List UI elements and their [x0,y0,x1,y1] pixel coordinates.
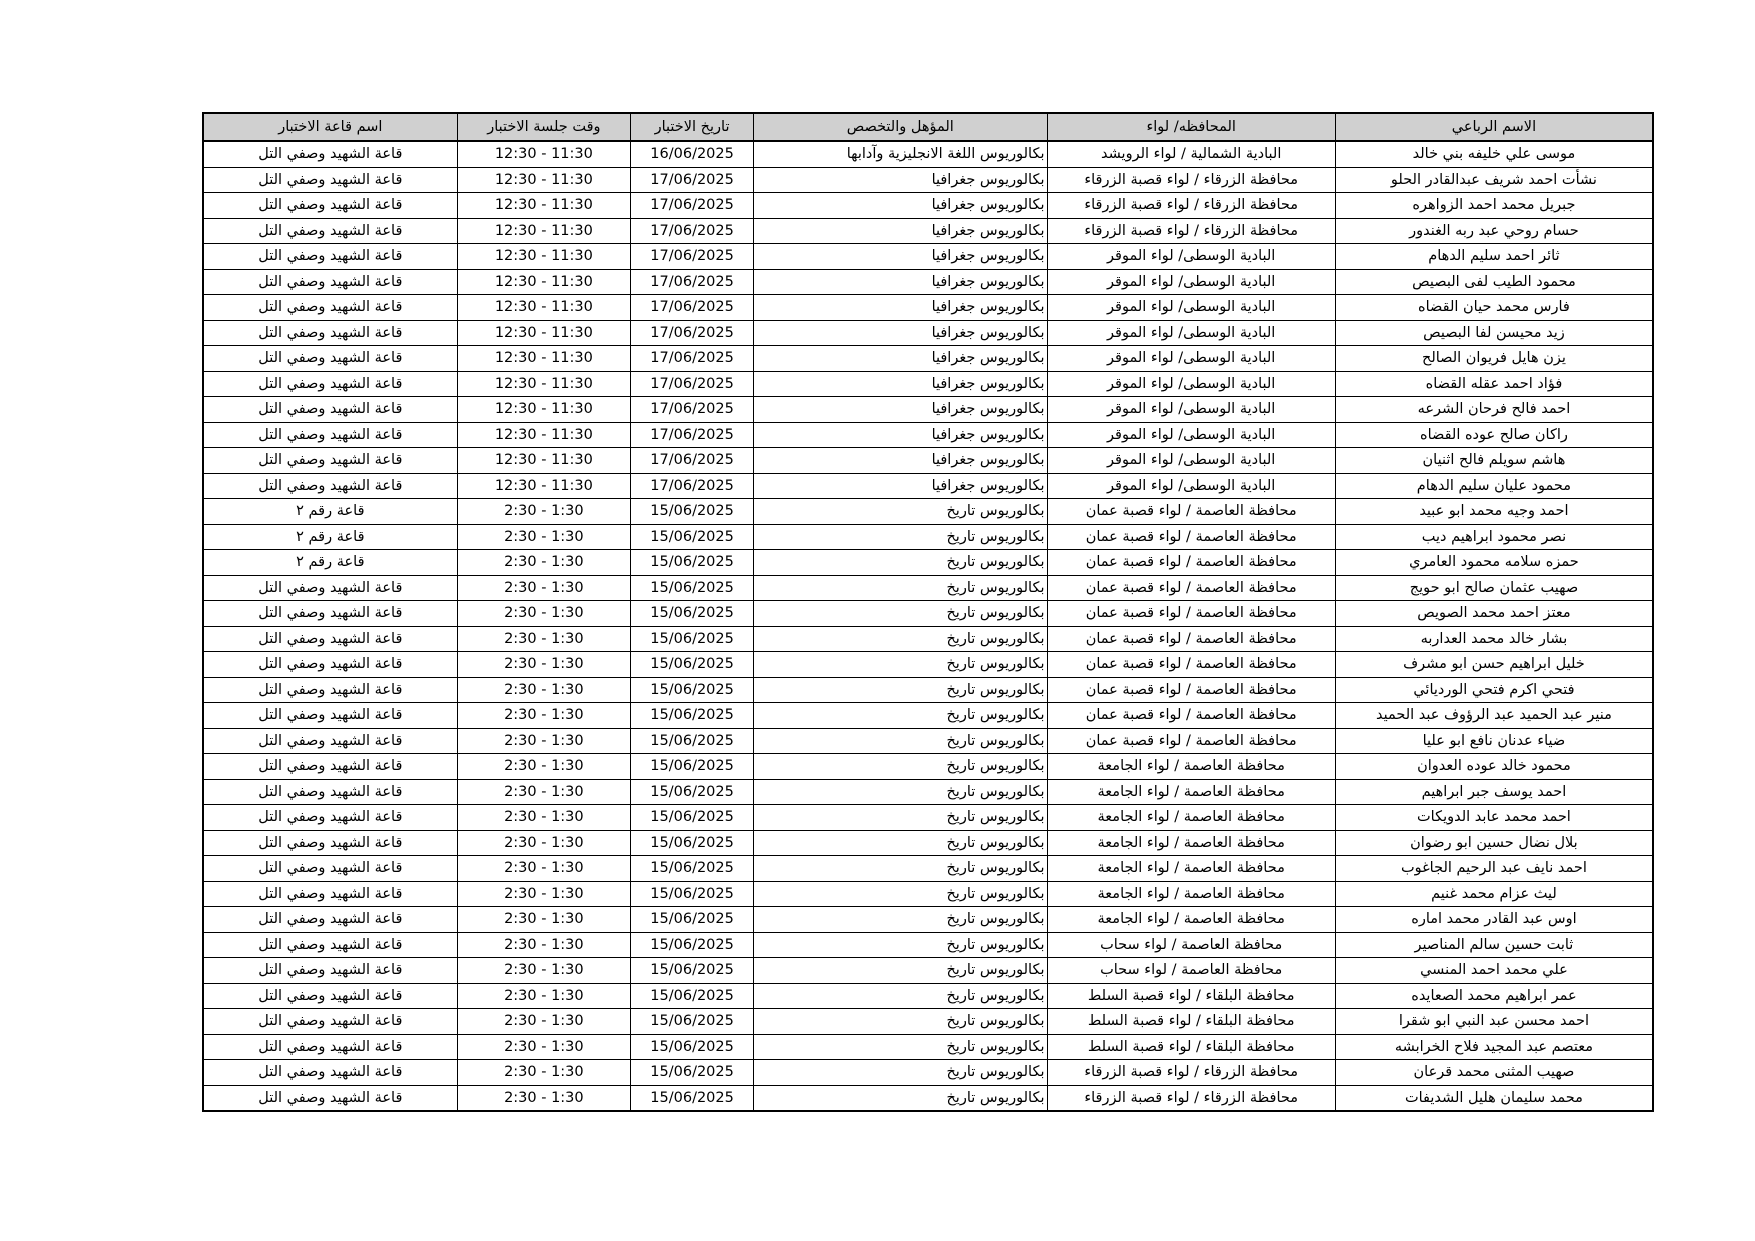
cell-qualification: بكالوريوس تاريخ [754,1034,1047,1060]
cell-full-name: بلال نضال حسين ابو رضوان [1335,830,1653,856]
table-row [203,830,1653,856]
cell-exam-hall: قاعة الشهيد وصفي التل [203,830,457,856]
cell-exam-date: 17/06/2025 [631,397,754,423]
cell-governorate: محافظة العاصمة / لواء قصبة عمان [1047,703,1335,729]
cell-full-name: ليث عزام محمد غنيم [1335,881,1653,907]
table-row [203,932,1653,958]
cell-exam-hall: قاعة الشهيد وصفي التل [203,193,457,219]
cell-full-name: معتصم عبد المجيد فلاح الخرابشه [1335,1034,1653,1060]
cell-governorate: محافظة العاصمة / لواء قصبة عمان [1047,728,1335,754]
cell-exam-time: 2:30 - 1:30 [457,805,630,831]
cell-exam-hall: قاعة الشهيد وصفي التل [203,141,457,167]
cell-exam-time: 12:30 - 11:30 [457,320,630,346]
cell-exam-time: 2:30 - 1:30 [457,601,630,627]
cell-exam-hall: قاعة الشهيد وصفي التل [203,703,457,729]
cell-exam-date: 15/06/2025 [631,575,754,601]
cell-full-name: ثائر احمد سليم الدهام [1335,244,1653,270]
cell-exam-time: 2:30 - 1:30 [457,932,630,958]
cell-governorate: محافظة العاصمة / لواء قصبة عمان [1047,550,1335,576]
cell-exam-hall: قاعة رقم ٢ [203,524,457,550]
cell-exam-date: 15/06/2025 [631,652,754,678]
header-exam-time: وقت جلسة الاختبار [457,113,630,141]
cell-governorate: محافظة العاصمة / لواء قصبة عمان [1047,499,1335,525]
cell-full-name: زيد محيسن لفا البصيص [1335,320,1653,346]
table-row [203,626,1653,652]
cell-exam-hall: قاعة الشهيد وصفي التل [203,932,457,958]
cell-exam-hall: قاعة الشهيد وصفي التل [203,320,457,346]
table-row [203,141,1653,167]
cell-qualification: بكالوريوس تاريخ [754,907,1047,933]
cell-governorate: محافظة العاصمة / لواء سحاب [1047,932,1335,958]
cell-exam-date: 15/06/2025 [631,907,754,933]
cell-full-name: احمد محسن عبد النبي ابو شقرا [1335,1009,1653,1035]
cell-governorate: محافظة العاصمة / لواء سحاب [1047,958,1335,984]
cell-exam-time: 2:30 - 1:30 [457,728,630,754]
cell-exam-date: 17/06/2025 [631,346,754,372]
cell-exam-date: 15/06/2025 [631,958,754,984]
cell-exam-date: 15/06/2025 [631,754,754,780]
cell-full-name: حمزه سلامه محمود العامري [1335,550,1653,576]
cell-full-name: اوس عبد القادر محمد اماره [1335,907,1653,933]
cell-qualification: بكالوريوس تاريخ [754,881,1047,907]
cell-exam-date: 15/06/2025 [631,881,754,907]
cell-qualification: بكالوريوس تاريخ [754,856,1047,882]
cell-qualification: بكالوريوس تاريخ [754,958,1047,984]
cell-qualification: بكالوريوس جغرافيا [754,448,1047,474]
cell-full-name: ثابت حسين سالم المناصير [1335,932,1653,958]
table-row [203,1085,1653,1111]
cell-exam-time: 2:30 - 1:30 [457,575,630,601]
cell-exam-date: 15/06/2025 [631,524,754,550]
cell-exam-date: 15/06/2025 [631,601,754,627]
cell-exam-date: 17/06/2025 [631,448,754,474]
cell-exam-hall: قاعة الشهيد وصفي التل [203,779,457,805]
cell-qualification: بكالوريوس تاريخ [754,703,1047,729]
cell-exam-date: 15/06/2025 [631,805,754,831]
cell-full-name: خليل ابراهيم حسن ابو مشرف [1335,652,1653,678]
cell-exam-hall: قاعة الشهيد وصفي التل [203,473,457,499]
table-row [203,320,1653,346]
cell-exam-hall: قاعة الشهيد وصفي التل [203,167,457,193]
table-row [203,983,1653,1009]
cell-governorate: محافظة البلقاء / لواء قصبة السلط [1047,1034,1335,1060]
cell-governorate: محافظة العاصمة / لواء الجامعة [1047,856,1335,882]
cell-exam-date: 17/06/2025 [631,422,754,448]
cell-exam-time: 12:30 - 11:30 [457,218,630,244]
table-row [203,881,1653,907]
cell-full-name: محمود عليان سليم الدهام [1335,473,1653,499]
cell-qualification: بكالوريوس اللغة الانجليزية وآدابها [754,141,1047,167]
cell-qualification: بكالوريوس تاريخ [754,1009,1047,1035]
cell-full-name: ضياء عدنان نافع ابو عليا [1335,728,1653,754]
table-row [203,295,1653,321]
cell-exam-hall: قاعة الشهيد وصفي التل [203,983,457,1009]
cell-exam-time: 12:30 - 11:30 [457,371,630,397]
cell-full-name: احمد يوسف جبر ابراهيم [1335,779,1653,805]
cell-qualification: بكالوريوس تاريخ [754,1060,1047,1086]
cell-governorate: البادية الشمالية / لواء الرويشد [1047,141,1335,167]
cell-exam-time: 12:30 - 11:30 [457,422,630,448]
cell-exam-time: 12:30 - 11:30 [457,295,630,321]
header-qualification: المؤهل والتخصص [754,113,1047,141]
cell-governorate: محافظة العاصمة / لواء الجامعة [1047,779,1335,805]
cell-governorate: البادية الوسطى/ لواء الموقر [1047,295,1335,321]
cell-exam-time: 2:30 - 1:30 [457,652,630,678]
cell-exam-date: 15/06/2025 [631,856,754,882]
cell-qualification: بكالوريوس تاريخ [754,1085,1047,1111]
cell-full-name: نشأت احمد شريف عبدالقادر الحلو [1335,167,1653,193]
cell-governorate: البادية الوسطى/ لواء الموقر [1047,397,1335,423]
table-row [203,346,1653,372]
cell-governorate: محافظة الزرقاء / لواء قصبة الزرقاء [1047,167,1335,193]
cell-exam-date: 15/06/2025 [631,1009,754,1035]
cell-exam-time: 2:30 - 1:30 [457,524,630,550]
cell-exam-date: 15/06/2025 [631,499,754,525]
table-row [203,269,1653,295]
table-row [203,499,1653,525]
cell-qualification: بكالوريوس تاريخ [754,932,1047,958]
cell-exam-time: 2:30 - 1:30 [457,626,630,652]
cell-exam-hall: قاعة الشهيد وصفي التل [203,728,457,754]
header-full-name: الاسم الرباعي [1335,113,1653,141]
cell-full-name: احمد فالح فرحان الشرعه [1335,397,1653,423]
cell-exam-hall: قاعة الشهيد وصفي التل [203,448,457,474]
cell-exam-date: 15/06/2025 [631,626,754,652]
cell-exam-hall: قاعة الشهيد وصفي التل [203,601,457,627]
cell-exam-time: 2:30 - 1:30 [457,499,630,525]
cell-full-name: منير عبد الحميد عبد الرؤوف عبد الحميد [1335,703,1653,729]
cell-qualification: بكالوريوس تاريخ [754,754,1047,780]
cell-exam-time: 12:30 - 11:30 [457,448,630,474]
cell-exam-hall: قاعة رقم ٢ [203,499,457,525]
cell-governorate: محافظة الزرقاء / لواء قصبة الزرقاء [1047,218,1335,244]
cell-governorate: محافظة الزرقاء / لواء قصبة الزرقاء [1047,1085,1335,1111]
exam-schedule-table [202,112,1654,1112]
table-row [203,1009,1653,1035]
cell-full-name: محمد سليمان هليل الشديفات [1335,1085,1653,1111]
cell-full-name: عمر ابراهيم محمد الصعايده [1335,983,1653,1009]
cell-qualification: بكالوريوس تاريخ [754,601,1047,627]
cell-exam-time: 2:30 - 1:30 [457,1009,630,1035]
cell-qualification: بكالوريوس جغرافيا [754,295,1047,321]
cell-qualification: بكالوريوس تاريخ [754,575,1047,601]
cell-exam-hall: قاعة رقم ٢ [203,550,457,576]
cell-exam-hall: قاعة الشهيد وصفي التل [203,881,457,907]
cell-exam-date: 17/06/2025 [631,371,754,397]
cell-qualification: بكالوريوس تاريخ [754,830,1047,856]
cell-qualification: بكالوريوس جغرافيا [754,218,1047,244]
cell-governorate: محافظة العاصمة / لواء قصبة عمان [1047,524,1335,550]
cell-qualification: بكالوريوس تاريخ [754,983,1047,1009]
table-row [203,907,1653,933]
cell-governorate: محافظة العاصمة / لواء قصبة عمان [1047,601,1335,627]
cell-exam-date: 17/06/2025 [631,218,754,244]
cell-exam-time: 12:30 - 11:30 [457,269,630,295]
cell-exam-time: 2:30 - 1:30 [457,830,630,856]
cell-full-name: احمد وجيه محمد ابو عبيد [1335,499,1653,525]
cell-exam-date: 15/06/2025 [631,830,754,856]
cell-governorate: محافظة البلقاء / لواء قصبة السلط [1047,1009,1335,1035]
cell-qualification: بكالوريوس جغرافيا [754,193,1047,219]
cell-governorate: البادية الوسطى/ لواء الموقر [1047,269,1335,295]
cell-governorate: البادية الوسطى/ لواء الموقر [1047,346,1335,372]
cell-qualification: بكالوريوس تاريخ [754,626,1047,652]
cell-qualification: بكالوريوس تاريخ [754,805,1047,831]
cell-exam-date: 17/06/2025 [631,269,754,295]
cell-full-name: فارس محمد حيان القضاه [1335,295,1653,321]
cell-exam-date: 15/06/2025 [631,779,754,805]
cell-exam-time: 2:30 - 1:30 [457,550,630,576]
cell-full-name: حسام روحي عبد ربه الغندور [1335,218,1653,244]
cell-qualification: بكالوريوس تاريخ [754,728,1047,754]
cell-full-name: احمد محمد عابد الدويكات [1335,805,1653,831]
cell-qualification: بكالوريوس جغرافيا [754,320,1047,346]
cell-exam-hall: قاعة الشهيد وصفي التل [203,575,457,601]
cell-exam-time: 12:30 - 11:30 [457,193,630,219]
cell-exam-time: 2:30 - 1:30 [457,754,630,780]
cell-exam-hall: قاعة الشهيد وصفي التل [203,371,457,397]
cell-governorate: محافظة العاصمة / لواء الجامعة [1047,805,1335,831]
cell-qualification: بكالوريوس جغرافيا [754,167,1047,193]
cell-exam-time: 2:30 - 1:30 [457,856,630,882]
cell-exam-date: 15/06/2025 [631,550,754,576]
table-row [203,703,1653,729]
cell-exam-date: 17/06/2025 [631,320,754,346]
cell-governorate: البادية الوسطى/ لواء الموقر [1047,448,1335,474]
cell-exam-time: 12:30 - 11:30 [457,244,630,270]
table-row [203,958,1653,984]
table-row [203,244,1653,270]
table-row [203,652,1653,678]
table-header [203,113,1653,141]
cell-exam-hall: قاعة الشهيد وصفي التل [203,269,457,295]
cell-full-name: راكان صالح عوده القضاه [1335,422,1653,448]
cell-exam-date: 15/06/2025 [631,728,754,754]
table-row [203,397,1653,423]
cell-full-name: نصر محمود ابراهيم ديب [1335,524,1653,550]
cell-exam-hall: قاعة الشهيد وصفي التل [203,1009,457,1035]
cell-exam-hall: قاعة الشهيد وصفي التل [203,626,457,652]
cell-full-name: محمود الطيب لفى البصيص [1335,269,1653,295]
cell-qualification: بكالوريوس جغرافيا [754,422,1047,448]
cell-governorate: البادية الوسطى/ لواء الموقر [1047,473,1335,499]
table-row [203,473,1653,499]
cell-qualification: بكالوريوس جغرافيا [754,244,1047,270]
table-row [203,422,1653,448]
cell-governorate: محافظة العاصمة / لواء قصبة عمان [1047,575,1335,601]
cell-exam-hall: قاعة الشهيد وصفي التل [203,1060,457,1086]
cell-governorate: البادية الوسطى/ لواء الموقر [1047,371,1335,397]
cell-full-name: محمود خالد عوده العدوان [1335,754,1653,780]
cell-exam-time: 2:30 - 1:30 [457,1034,630,1060]
cell-qualification: بكالوريوس جغرافيا [754,397,1047,423]
cell-qualification: بكالوريوس تاريخ [754,652,1047,678]
cell-exam-time: 2:30 - 1:30 [457,907,630,933]
cell-exam-date: 17/06/2025 [631,167,754,193]
table-row [203,218,1653,244]
table-body [203,141,1653,1111]
cell-exam-date: 17/06/2025 [631,193,754,219]
cell-exam-time: 2:30 - 1:30 [457,1060,630,1086]
cell-governorate: محافظة العاصمة / لواء الجامعة [1047,881,1335,907]
cell-full-name: يزن هايل فريوان الصالح [1335,346,1653,372]
cell-governorate: محافظة الزرقاء / لواء قصبة الزرقاء [1047,1060,1335,1086]
cell-exam-hall: قاعة الشهيد وصفي التل [203,652,457,678]
cell-full-name: احمد نايف عبد الرحيم الجاغوب [1335,856,1653,882]
cell-governorate: محافظة الزرقاء / لواء قصبة الزرقاء [1047,193,1335,219]
table-row [203,677,1653,703]
cell-full-name: بشار خالد محمد العداربه [1335,626,1653,652]
cell-exam-hall: قاعة الشهيد وصفي التل [203,1034,457,1060]
cell-governorate: البادية الوسطى/ لواء الموقر [1047,320,1335,346]
cell-full-name: معتز احمد محمد الصويص [1335,601,1653,627]
cell-exam-time: 12:30 - 11:30 [457,141,630,167]
cell-exam-hall: قاعة الشهيد وصفي التل [203,244,457,270]
cell-governorate: البادية الوسطى/ لواء الموقر [1047,244,1335,270]
cell-exam-hall: قاعة الشهيد وصفي التل [203,677,457,703]
exam-schedule-sheet [202,112,1654,1112]
cell-full-name: موسى علي خليفه بني خالد [1335,141,1653,167]
cell-exam-date: 15/06/2025 [631,983,754,1009]
cell-exam-hall: قاعة الشهيد وصفي التل [203,218,457,244]
table-row [203,728,1653,754]
cell-qualification: بكالوريوس جغرافيا [754,473,1047,499]
cell-exam-time: 2:30 - 1:30 [457,881,630,907]
cell-qualification: بكالوريوس تاريخ [754,499,1047,525]
cell-exam-time: 12:30 - 11:30 [457,167,630,193]
table-row [203,550,1653,576]
cell-exam-hall: قاعة الشهيد وصفي التل [203,754,457,780]
header-row [203,113,1653,141]
cell-exam-date: 15/06/2025 [631,1085,754,1111]
table-row [203,1060,1653,1086]
cell-governorate: محافظة العاصمة / لواء الجامعة [1047,907,1335,933]
cell-full-name: جبريل محمد احمد الزواهره [1335,193,1653,219]
table-row [203,193,1653,219]
cell-exam-time: 2:30 - 1:30 [457,703,630,729]
cell-governorate: محافظة البلقاء / لواء قصبة السلط [1047,983,1335,1009]
cell-exam-hall: قاعة الشهيد وصفي التل [203,805,457,831]
header-governorate: المحافظه/ لواء [1047,113,1335,141]
cell-exam-time: 2:30 - 1:30 [457,1085,630,1111]
cell-exam-date: 15/06/2025 [631,677,754,703]
table-row [203,1034,1653,1060]
cell-full-name: فؤاد احمد عقله القضاه [1335,371,1653,397]
cell-exam-time: 12:30 - 11:30 [457,473,630,499]
cell-exam-hall: قاعة الشهيد وصفي التل [203,422,457,448]
cell-full-name: هاشم سويلم فالح اثنيان [1335,448,1653,474]
cell-qualification: بكالوريوس جغرافيا [754,371,1047,397]
table-row [203,448,1653,474]
cell-governorate: محافظة العاصمة / لواء قصبة عمان [1047,652,1335,678]
table-row [203,601,1653,627]
table-row [203,575,1653,601]
cell-full-name: صهيب المثنى محمد قرعان [1335,1060,1653,1086]
cell-full-name: صهيب عثمان صالح ابو حويج [1335,575,1653,601]
cell-exam-hall: قاعة الشهيد وصفي التل [203,397,457,423]
cell-qualification: بكالوريوس تاريخ [754,677,1047,703]
cell-qualification: بكالوريوس تاريخ [754,550,1047,576]
cell-qualification: بكالوريوس تاريخ [754,524,1047,550]
cell-exam-date: 15/06/2025 [631,1034,754,1060]
table-row [203,167,1653,193]
cell-exam-hall: قاعة الشهيد وصفي التل [203,907,457,933]
cell-exam-date: 17/06/2025 [631,295,754,321]
cell-governorate: البادية الوسطى/ لواء الموقر [1047,422,1335,448]
header-exam-hall: اسم قاعة الاختبار [203,113,457,141]
cell-exam-hall: قاعة الشهيد وصفي التل [203,856,457,882]
table-row [203,754,1653,780]
cell-exam-date: 15/06/2025 [631,1060,754,1086]
table-row [203,779,1653,805]
cell-exam-date: 17/06/2025 [631,473,754,499]
cell-full-name: فتحي اكرم فتحي الورديائي [1335,677,1653,703]
header-exam-date: تاريخ الاختبار [631,113,754,141]
cell-governorate: محافظة العاصمة / لواء الجامعة [1047,754,1335,780]
cell-full-name: علي محمد احمد المنسي [1335,958,1653,984]
cell-exam-time: 12:30 - 11:30 [457,397,630,423]
cell-qualification: بكالوريوس جغرافيا [754,346,1047,372]
cell-exam-date: 16/06/2025 [631,141,754,167]
cell-exam-hall: قاعة الشهيد وصفي التل [203,958,457,984]
cell-governorate: محافظة العاصمة / لواء قصبة عمان [1047,677,1335,703]
cell-exam-date: 15/06/2025 [631,932,754,958]
cell-exam-time: 2:30 - 1:30 [457,779,630,805]
cell-qualification: بكالوريوس جغرافيا [754,269,1047,295]
table-row [203,371,1653,397]
table-row [203,805,1653,831]
cell-exam-date: 15/06/2025 [631,703,754,729]
table-row [203,856,1653,882]
cell-governorate: محافظة العاصمة / لواء قصبة عمان [1047,626,1335,652]
cell-exam-time: 2:30 - 1:30 [457,983,630,1009]
cell-exam-time: 2:30 - 1:30 [457,958,630,984]
cell-exam-time: 2:30 - 1:30 [457,677,630,703]
cell-governorate: محافظة العاصمة / لواء الجامعة [1047,830,1335,856]
cell-qualification: بكالوريوس تاريخ [754,779,1047,805]
cell-exam-hall: قاعة الشهيد وصفي التل [203,1085,457,1111]
cell-exam-date: 17/06/2025 [631,244,754,270]
cell-exam-time: 12:30 - 11:30 [457,346,630,372]
cell-exam-hall: قاعة الشهيد وصفي التل [203,295,457,321]
cell-exam-hall: قاعة الشهيد وصفي التل [203,346,457,372]
table-row [203,524,1653,550]
